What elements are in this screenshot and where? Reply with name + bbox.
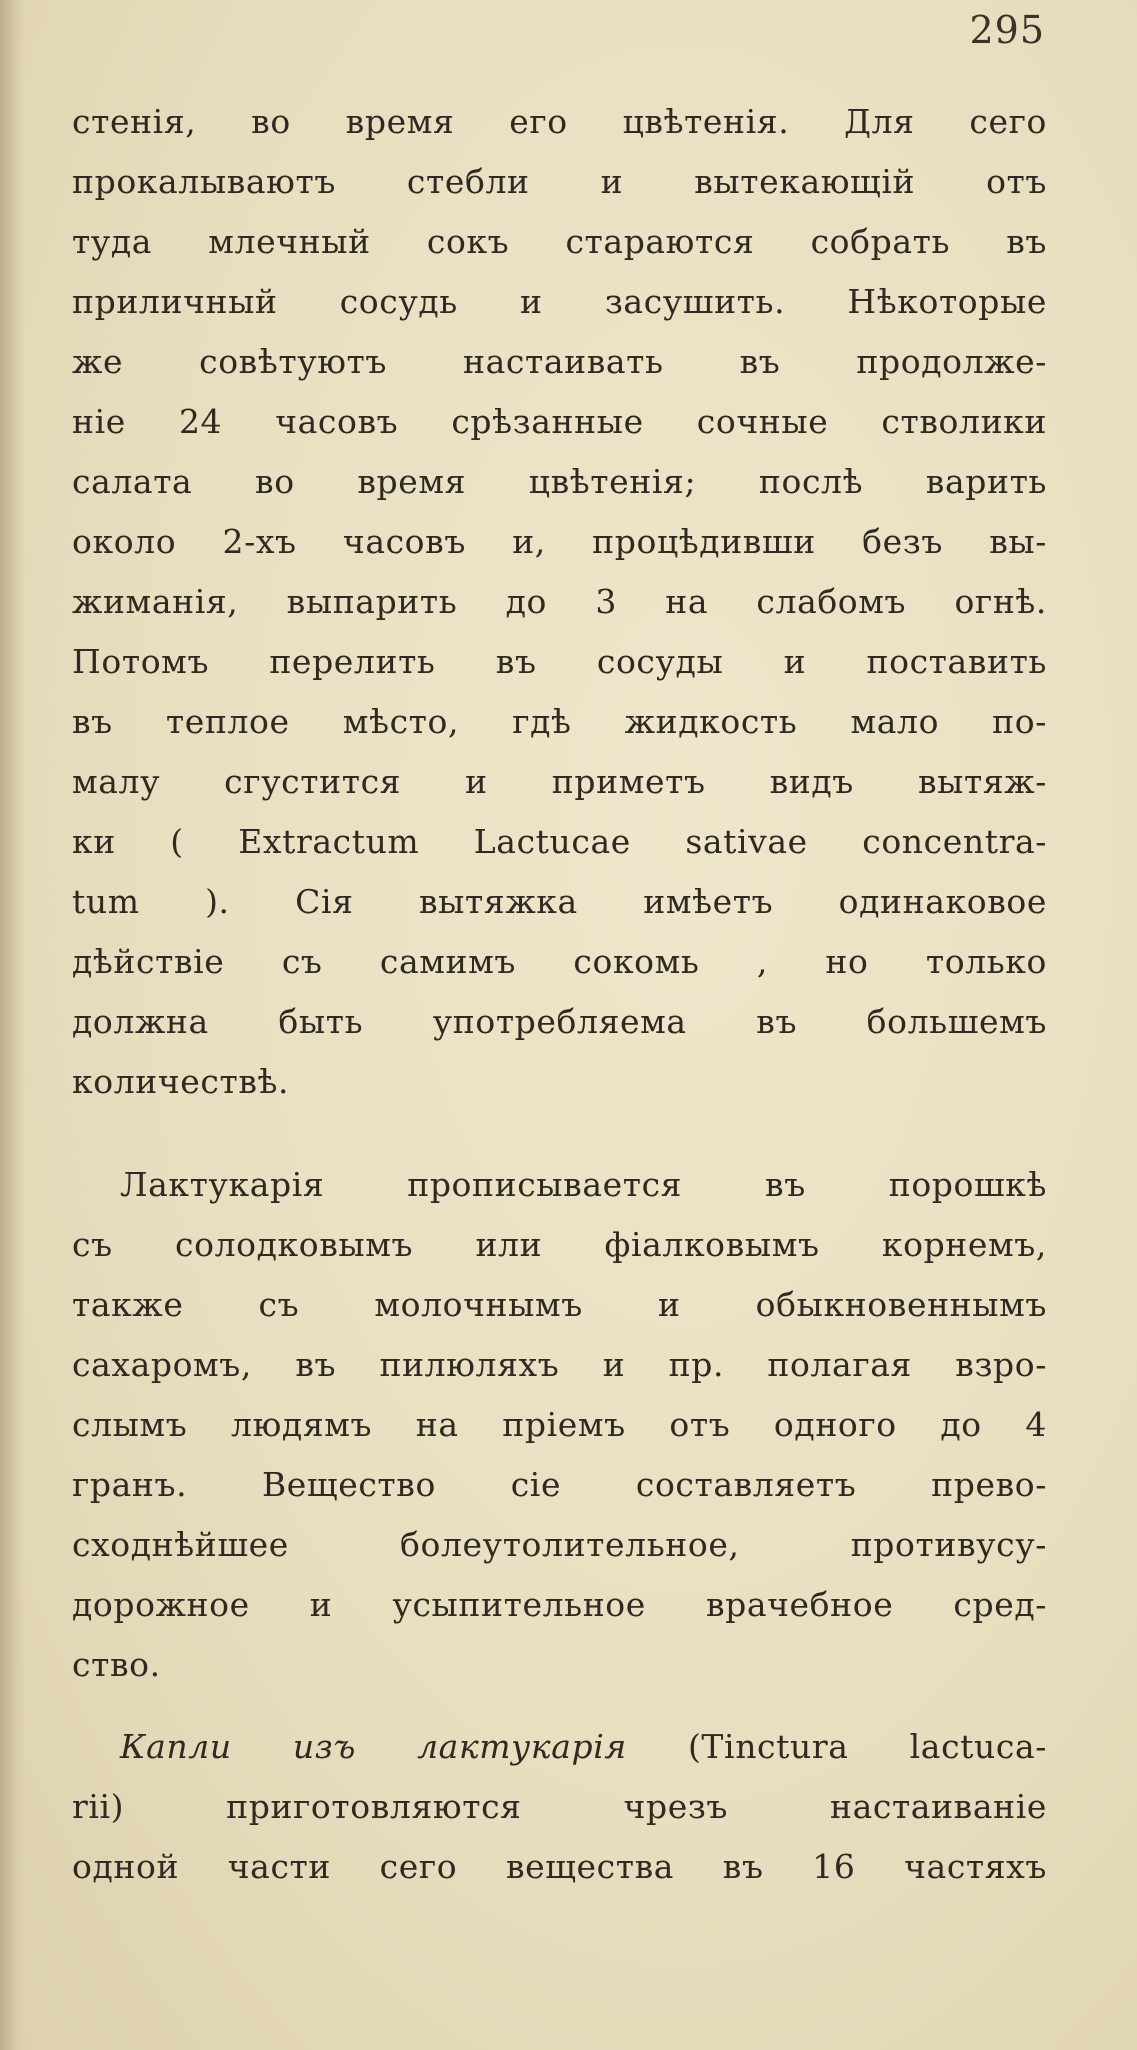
text-line: слымъ людямъ на пріемъ отъ одного до 4 bbox=[72, 1405, 1047, 1444]
text-line: дѣйствіе съ самимъ сокомь , но только bbox=[72, 942, 1047, 981]
text-line: съ солодковымъ или фіалковымъ корнемъ, bbox=[72, 1225, 1047, 1264]
text-line: дорожное и усыпительное врачебное сред- bbox=[72, 1585, 1047, 1624]
text-line: количествѣ. bbox=[72, 1062, 290, 1101]
text-line: туда млечный сокъ стараются собрать въ bbox=[72, 222, 1047, 261]
text-line bbox=[72, 1717, 1047, 1777]
text-line: въ теплое мѣсто, гдѣ жидкость мало по- bbox=[72, 702, 1047, 741]
text-line: приличный сосудь и засушить. Нѣкоторые bbox=[72, 282, 1047, 321]
text-line: tum ). Сія вытяжка имѣетъ одинаковое bbox=[72, 882, 1047, 921]
text-line: ство. bbox=[72, 1645, 161, 1684]
text-line: сахаромъ, въ пилюляхъ и пр. полагая взро- bbox=[72, 1345, 1047, 1384]
italic-heading: Капли изъ лактукарія bbox=[120, 1727, 627, 1766]
text-line: Потомъ перелить въ сосуды и поставить bbox=[72, 642, 1047, 681]
page-gutter-shadow bbox=[0, 0, 26, 2050]
text-line: rii) приготовляются чрезъ настаиваніе bbox=[72, 1787, 1047, 1826]
paragraph-1 bbox=[72, 92, 1047, 1112]
paragraph-2 bbox=[72, 1155, 1047, 1695]
text-line: также съ молочнымъ и обыкновеннымъ bbox=[72, 1285, 1047, 1324]
text-line: Лактукарія прописывается въ порошкѣ bbox=[120, 1165, 1047, 1204]
text-line: же совѣтуютъ настаивать въ продолже- bbox=[72, 342, 1047, 381]
text-line: одной части сего вещества въ 16 частяхъ bbox=[72, 1847, 1047, 1886]
text-line: ніе 24 часовъ срѣзанные сочные стволики bbox=[72, 402, 1047, 441]
text-line: около 2-хъ часовъ и, процѣдивши безъ вы- bbox=[72, 522, 1047, 561]
page-number: 295 bbox=[969, 8, 1045, 52]
text-line: сходнѣйшее болеутолительное, противусу- bbox=[72, 1525, 1047, 1564]
text-line-rest: (Tinctura lactuca- bbox=[626, 1727, 1047, 1766]
text-line: прокалываютъ стебли и вытекающій отъ bbox=[72, 162, 1047, 201]
text-line: должна быть употребляема въ большемъ bbox=[72, 1002, 1047, 1041]
text-line: гранъ. Вещество сіе составляетъ прево- bbox=[72, 1465, 1047, 1504]
text-line: салата во время цвѣтенія; послѣ варить bbox=[72, 462, 1047, 501]
text-line: жиманія, выпарить до 3 на слабомъ огнѣ. bbox=[72, 582, 1047, 621]
text-line: стенія, во время его цвѣтенія. Для сего bbox=[72, 102, 1047, 141]
paragraph-3 bbox=[72, 1717, 1047, 1897]
text-line: малу сгустится и приметъ видъ вытяж- bbox=[72, 762, 1047, 801]
text-line: ки ( Extractum Lactucae sativae concentra- bbox=[72, 822, 1047, 861]
